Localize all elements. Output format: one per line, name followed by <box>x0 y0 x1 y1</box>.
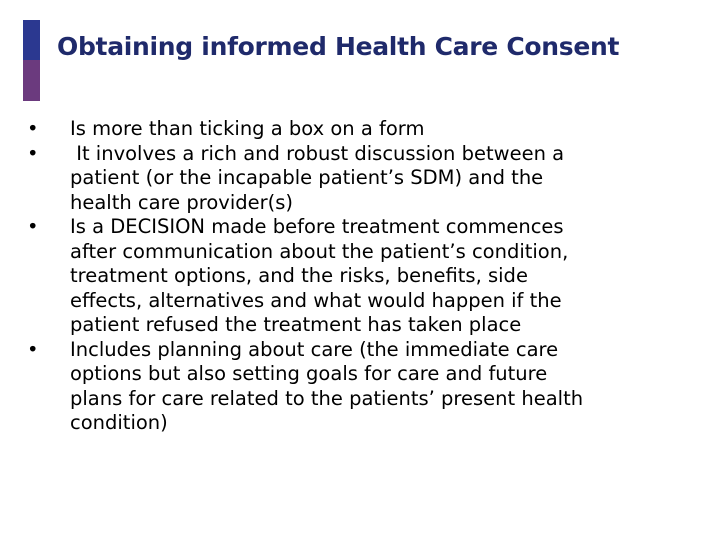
bullet-text-line: It involves a rich and robust discussion between a <box>70 141 565 165</box>
bullet-text-line: plans for care related to the patients’ present health <box>70 386 584 410</box>
bullet-item <box>27 215 707 338</box>
bullet-text-line: patient (or the incapable patient’s SDM) and the <box>70 166 544 189</box>
bullet-text-line: patient refused the treatment has taken place <box>70 313 522 336</box>
title-accent-bar-top <box>23 20 40 60</box>
bullet-text-line: Is a DECISION made before treatment commences <box>70 215 564 238</box>
bullet-item <box>27 117 707 142</box>
title-accent-bar-bottom <box>23 60 40 101</box>
bullet-marker: • <box>27 117 39 140</box>
bullet-marker: • <box>27 141 39 165</box>
bullet-marker: • <box>27 215 39 238</box>
bullet-text-line: after communication about the patient’s condition, <box>70 239 569 263</box>
bullet-text-line: health care provider(s) <box>70 190 294 214</box>
bullet-text-line: Is more than ticking a box on a form <box>70 117 425 140</box>
bullet-item <box>27 142 707 216</box>
bullet-text-line: effects, alternatives and what would happen if the <box>70 288 562 312</box>
slide-title: Obtaining informed Health Care Consent <box>57 32 620 61</box>
bullet-item <box>27 338 707 436</box>
bullet-text-line: options but also setting goals for care and future <box>70 362 548 385</box>
bullet-text-line: treatment options, and the risks, benefits, side <box>70 264 528 287</box>
bullet-text-line: Includes planning about care (the immediate care <box>70 337 559 361</box>
bullet-text-line: condition) <box>70 411 168 434</box>
bullet-marker: • <box>27 337 39 361</box>
bullet-list <box>27 117 707 436</box>
